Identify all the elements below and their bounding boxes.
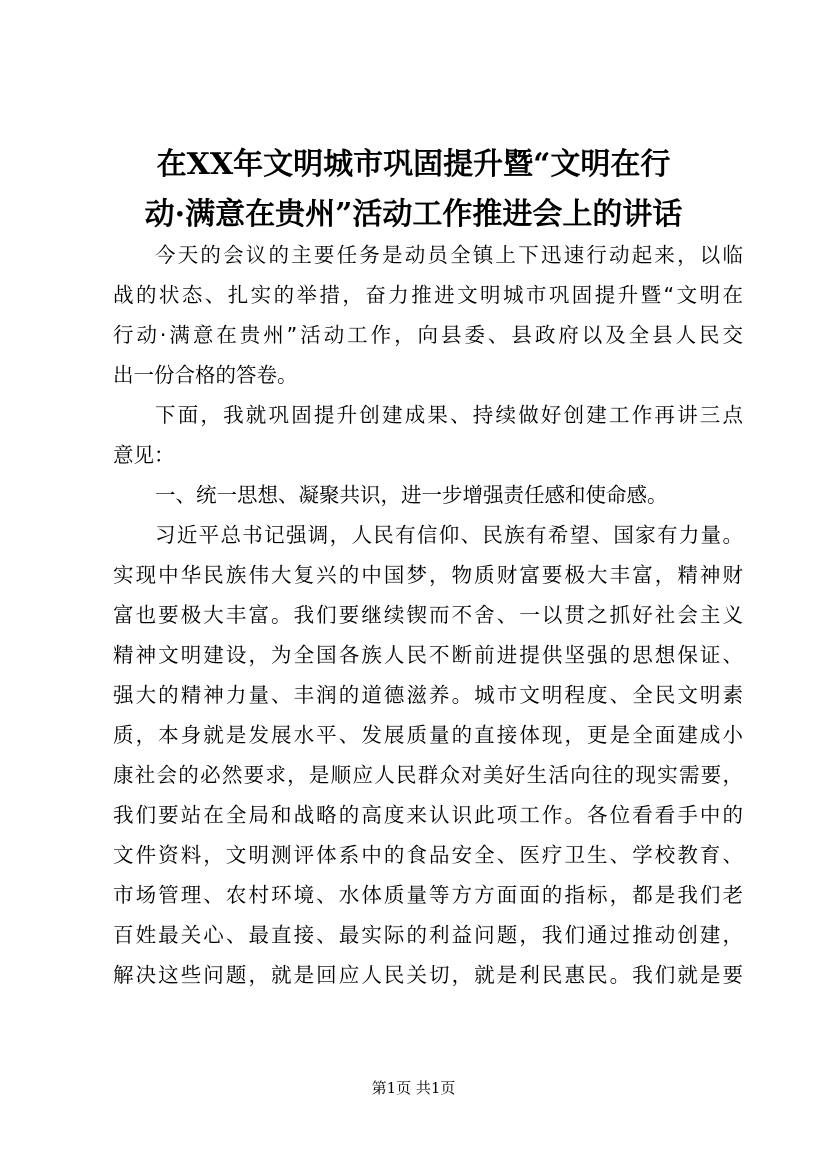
document-body: [113, 235, 743, 995]
body-line: 出一份合格的答卷。: [113, 363, 298, 387]
document-title: [100, 140, 727, 240]
title-line-1: 在XX年文明城市巩固提升暨“文明在行: [156, 147, 671, 182]
body-line: 精神文明建设，为全国各族人民不断前进提供坚强的思想保证、: [113, 643, 743, 667]
body-line: 下面，我就巩固提升创建成果、持续做好创建工作再讲三点: [155, 403, 743, 427]
body-line: 强大的精神力量、丰润的道德滋养。城市文明程度、全民文明素: [113, 683, 743, 707]
body-line: 市场管理、农村环境、水体质量等方方面面的指标，都是我们老: [113, 883, 743, 907]
page-footer: 第1页 共1页: [371, 1079, 456, 1097]
title-line-2: 动·满意在贵州”活动工作推进会上的讲话: [144, 197, 683, 232]
body-line: 战的状态、扎实的举措，奋力推进文明城市巩固提升暨“文明在: [113, 283, 743, 307]
body-line: 行动·满意在贵州”活动工作，向县委、县政府以及全县人民交: [113, 323, 743, 347]
body-line: 康社会的必然要求，是顺应人民群众对美好生活向往的现实需要，: [113, 763, 743, 787]
body-line: 习近平总书记强调，人民有信仰、民族有希望、国家有力量。: [155, 523, 743, 547]
body-line: 富也要极大丰富。我们要继续锲而不舍、一以贯之抓好社会主义: [113, 603, 743, 627]
body-line: 意见：: [113, 443, 175, 467]
body-line: 百姓最关心、最直接、最实际的利益问题，我们通过推动创建，: [113, 923, 743, 947]
body-line: 质，本身就是发展水平、发展质量的直接体现，更是全面建成小: [113, 723, 743, 747]
body-line: 解决这些问题，就是回应人民关切，就是利民惠民。我们就是要: [113, 963, 743, 987]
section-heading: 一、统一思想、凝聚共识，进一步增强责任感和使命感。: [155, 483, 668, 507]
body-line: 我们要站在全局和战略的高度来认识此项工作。各位看看手中的: [113, 803, 743, 827]
body-line: 实现中华民族伟大复兴的中国梦，物质财富要极大丰富，精神财: [113, 563, 743, 587]
body-line: 今天的会议的主要任务是动员全镇上下迅速行动起来，以临: [155, 243, 743, 267]
body-line: 文件资料，文明测评体系中的食品安全、医疗卫生、学校教育、: [113, 843, 743, 867]
